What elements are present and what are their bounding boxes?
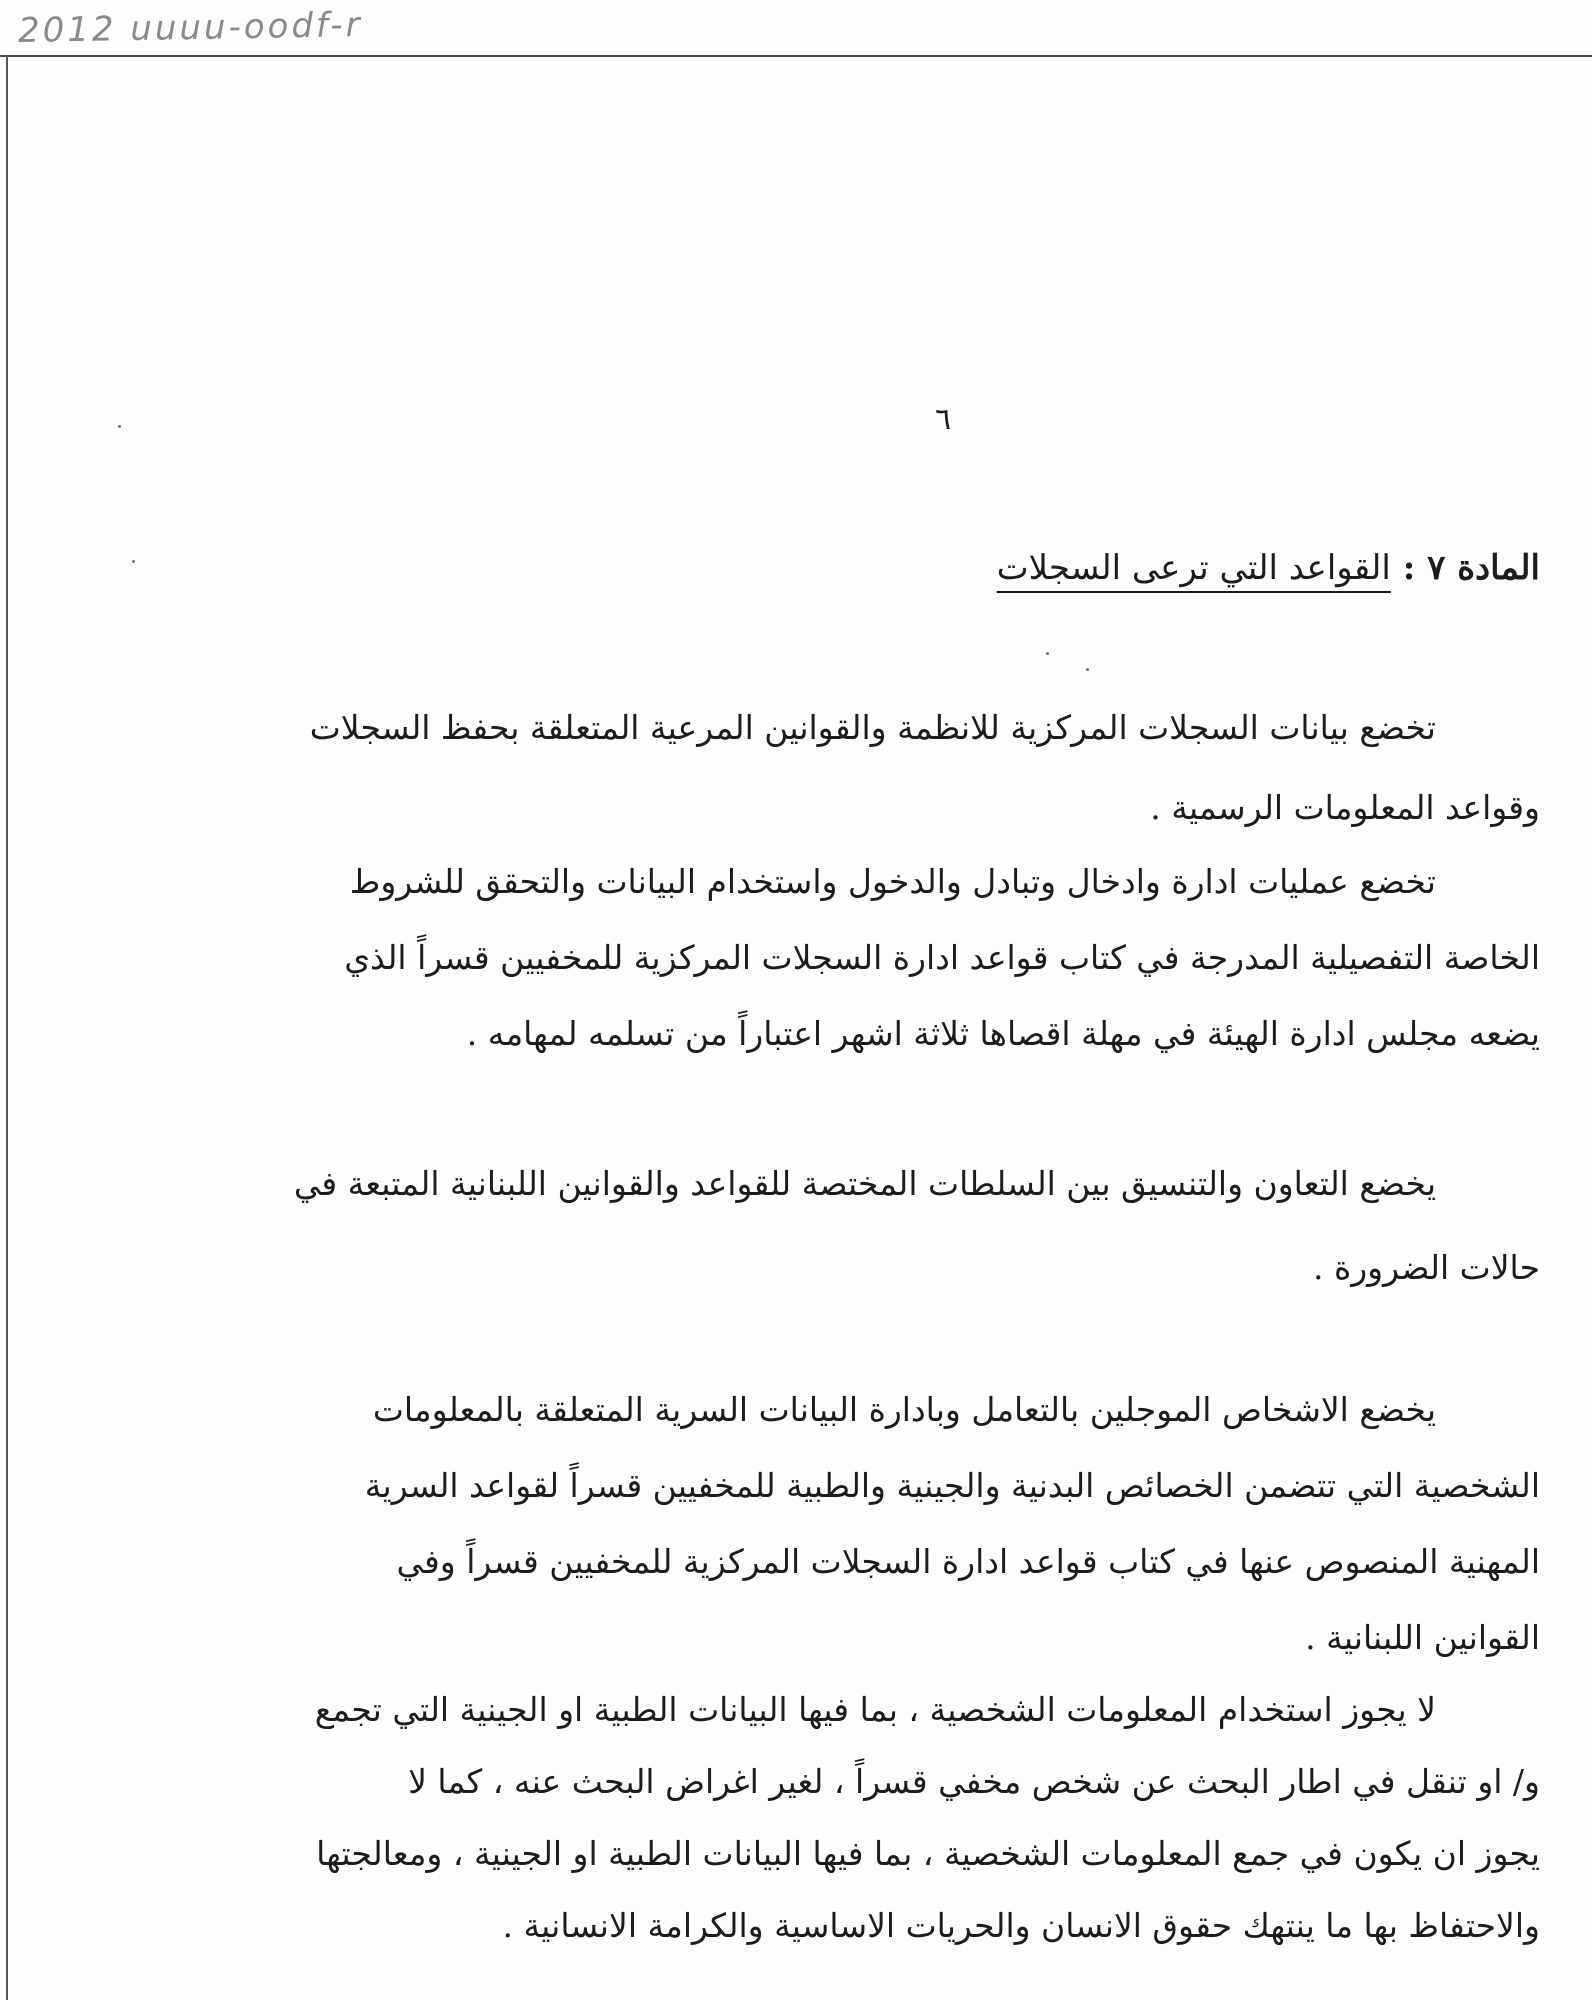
paragraph-2-line-2: الخاصة التفصيلية المدرجة في كتاب قواعد ادارة السجلات المركزية للمخفيين قسراً الذي [344, 938, 1540, 977]
paragraph-4-line-1: يخضع الاشخاص الموجلين بالتعامل وبادارة البيانات السرية المتعلقة بالمعلومات [372, 1390, 1436, 1429]
paragraph-2-line-1: تخضع عمليات ادارة وادخال وتبادل والدخول واستخدام البيانات والتحقق للشروط [349, 862, 1436, 901]
paragraph-2-line-3: يضعه مجلس ادارة الهيئة في مهلة اقصاها ثلاثة اشهر اعتباراً من تسلمه لمهامه . [466, 1014, 1540, 1053]
scan-speck [132, 560, 135, 563]
left-border-rule [6, 55, 8, 2000]
article-separator: : [1402, 548, 1416, 588]
article-label: المادة ٧ [1427, 548, 1540, 588]
top-border-rule [0, 55, 1592, 57]
paragraph-1-line-2: وقواعد المعلومات الرسمية . [1150, 788, 1540, 827]
handwritten-reference: 2012 uuuu-oodf-r [17, 4, 363, 52]
paragraph-5-line-3: يجوز ان يكون في جمع المعلومات الشخصية ، بما فيها البيانات الطبية او الجينية ، ومعالجتها [316, 1834, 1540, 1873]
paragraph-5-line-2: و/ او تنقل في اطار البحث عن شخص مخفي قسراً ، لغير اغراض البحث عنه ، كما لا [408, 1762, 1540, 1801]
paragraph-3-line-1: يخضع التعاون والتنسيق بين السلطات المختصة للقواعد والقوانين اللبنانية المتبعة في [293, 1164, 1436, 1203]
page-number: ٦ [935, 402, 952, 437]
scan-speck [1086, 668, 1089, 671]
article-title: القواعد التي ترعى السجلات [996, 548, 1391, 588]
scan-speck [118, 425, 121, 428]
paragraph-5-line-4: والاحتفاظ بها ما ينتهك حقوق الانسان والحريات الاساسية والكرامة الانسانية . [502, 1906, 1540, 1945]
scan-speck [1046, 652, 1049, 655]
paragraph-1-line-1: تخضع بيانات السجلات المركزية للانظمة والقوانين المرعية المتعلقة بحفظ السجلات [309, 708, 1436, 747]
paragraph-4-line-3: المهنية المنصوص عنها في كتاب قواعد ادارة السجلات المركزية للمخفيين قسراً وفي [396, 1542, 1540, 1581]
paragraph-3-line-2: حالات الضرورة . [1312, 1248, 1540, 1287]
paragraph-4-line-2: الشخصية التي تتضمن الخصائص البدنية والجينية والطبية للمخفيين قسراً لقواعد السرية [364, 1466, 1540, 1505]
paragraph-4-line-4: القوانين اللبنانية . [1305, 1618, 1540, 1657]
article-heading [997, 548, 1540, 588]
paragraph-5-line-1: لا يجوز استخدام المعلومات الشخصية ، بما فيها البيانات الطبية او الجينية التي تجمع [314, 1690, 1436, 1729]
